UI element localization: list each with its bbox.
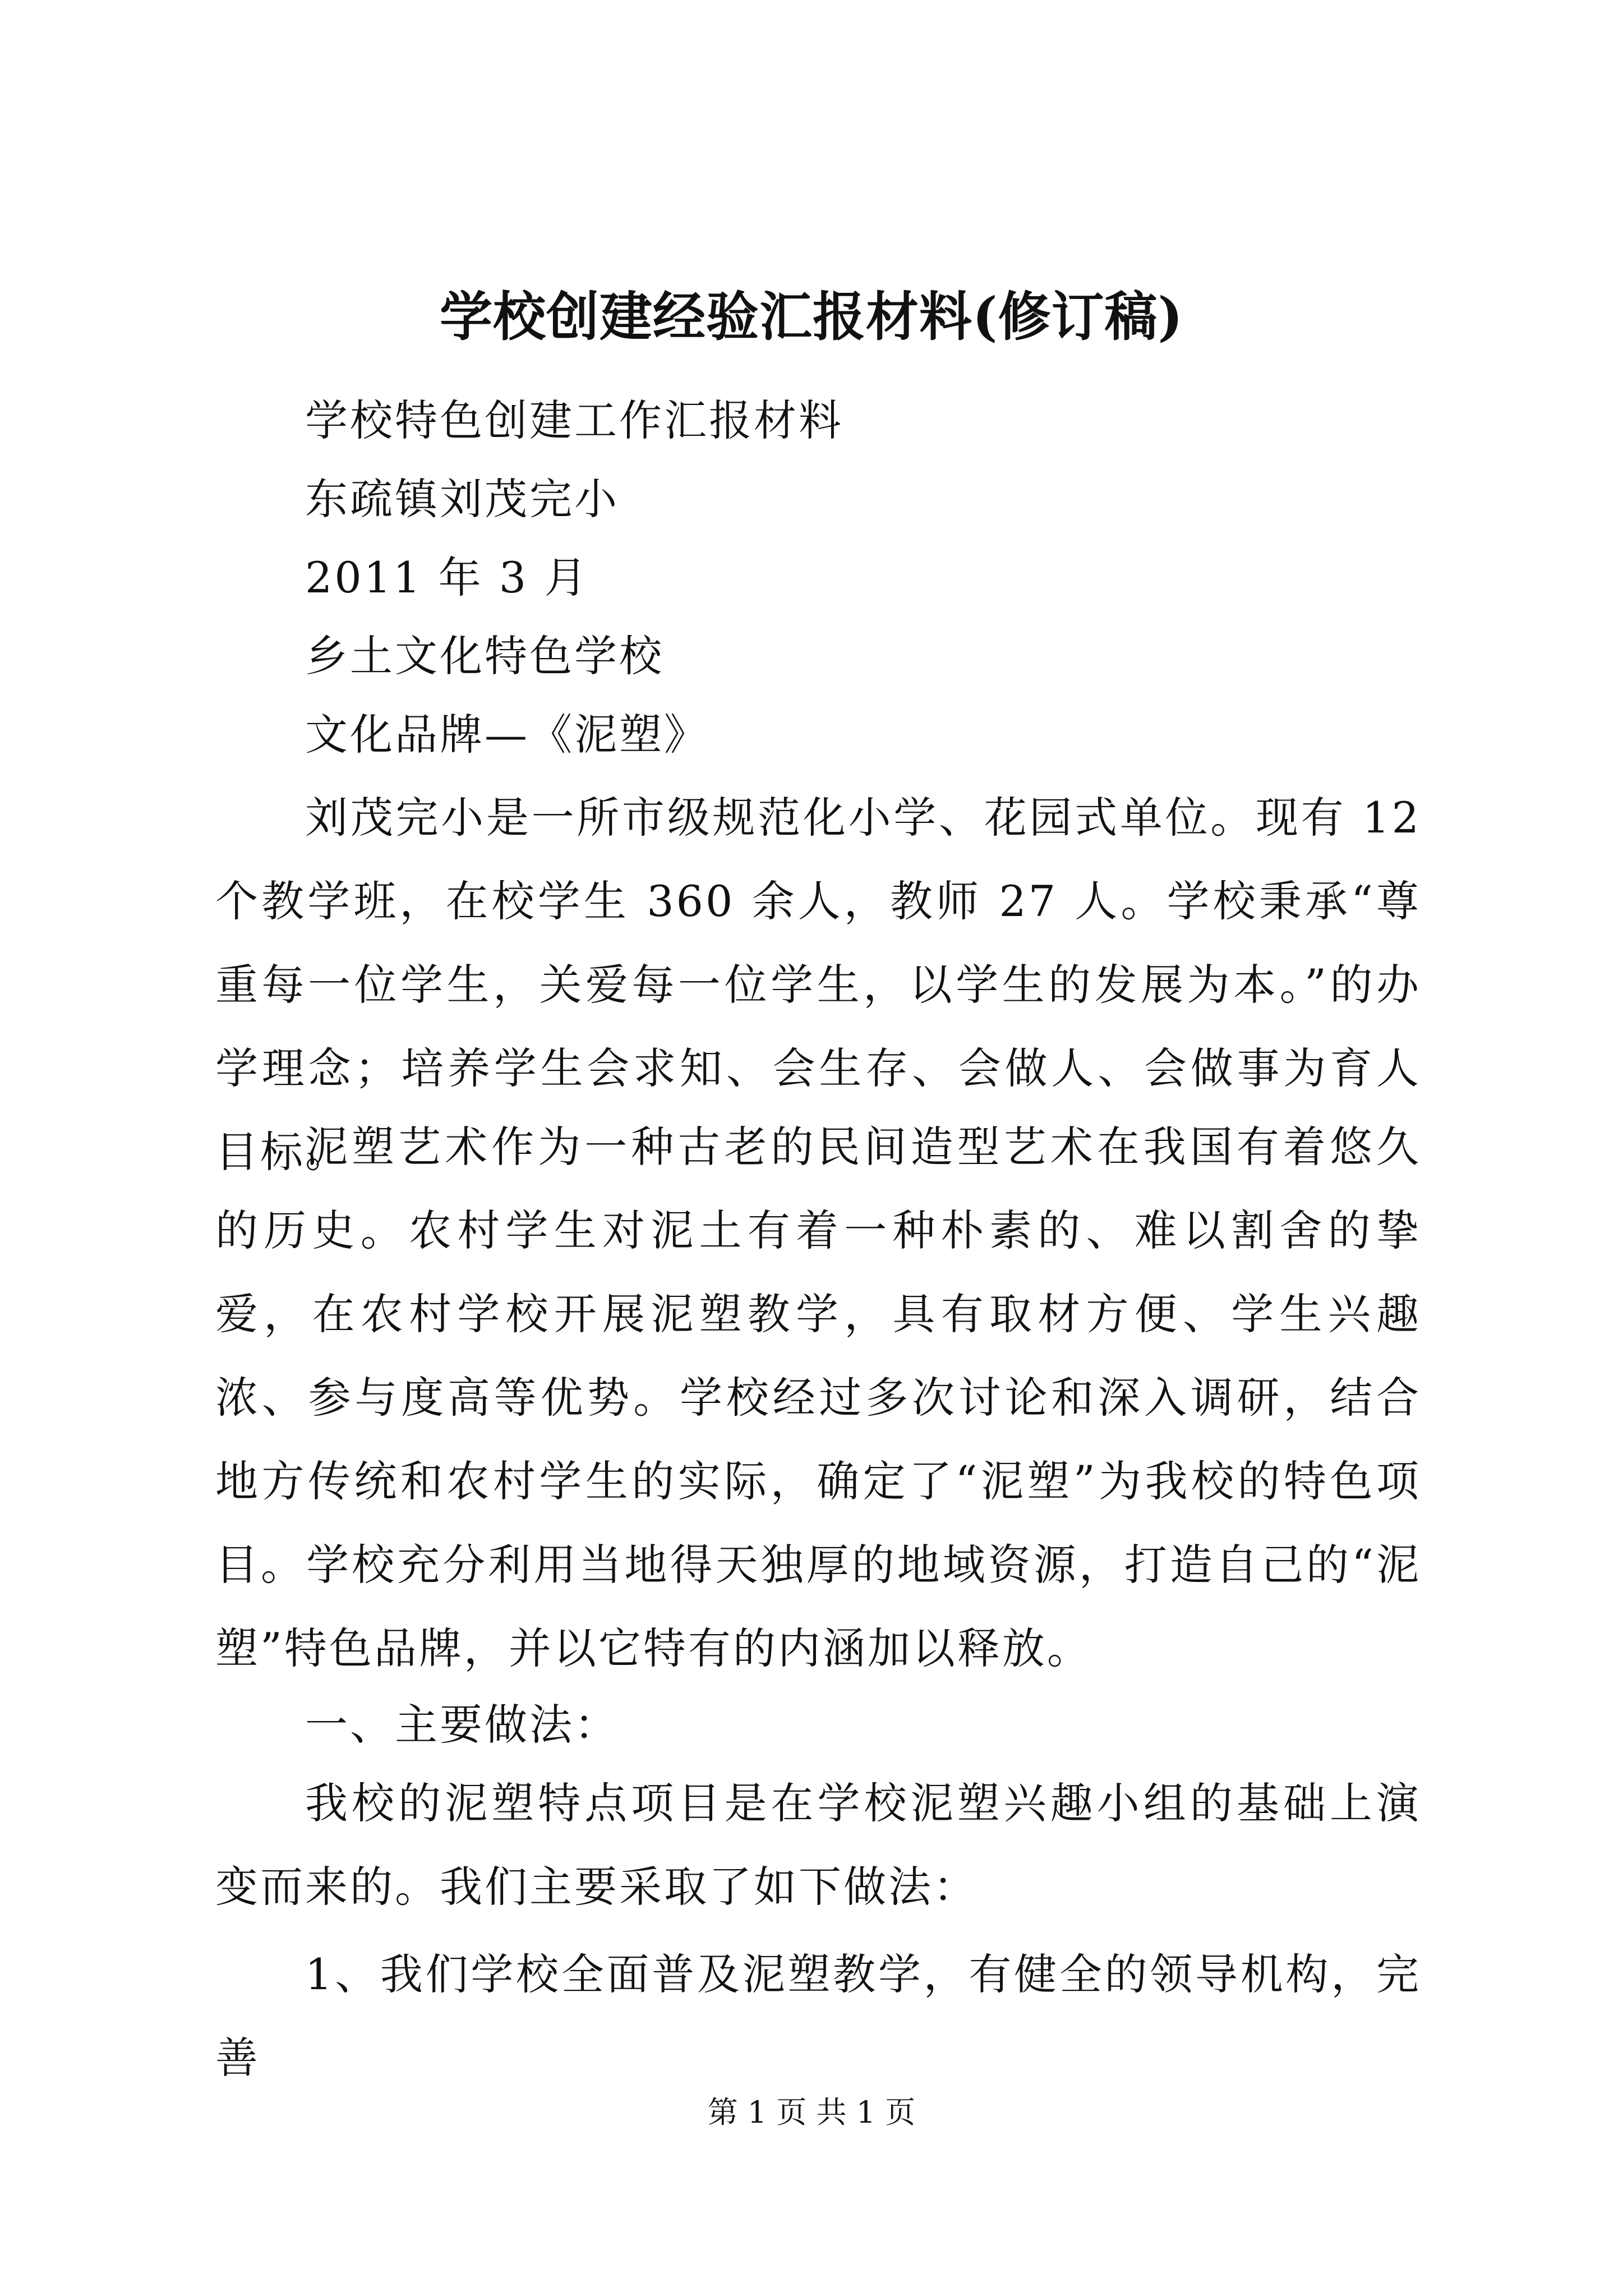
paragraph-school-intro: 刘茂完小是一所市级规范化小学、花园式单位。现有 12 个教学班，在校学生 360 余人，教师 27 人。学校秉承“尊重每一位学生，关爱每一位学生，以学生的发展为本。”的办学理念；培养学生会求知、会生存、会做人、会做事为育人目标。 [215, 793, 1421, 1177]
school-name: 东疏镇刘茂完小 [305, 474, 619, 524]
paragraph-methods-intro: 我校的泥塑特点项目是在学校泥塑兴趣小组的基础上演变而来的。我们主要采取了如下做法： [215, 1778, 1421, 1912]
paragraph-clay-art: 泥塑艺术作为一种古老的民间造型艺术在我国有着悠久的历史。农村学生对泥土有着一种朴素的、难以割舍的挚爱，在农村学校开展泥塑教学，具有取材方便、学生兴趣浓、参与度高等优势。学校经过多次讨论和深入调研，结合地方传统和农村学生的实际，确定了“泥塑”为我校的特色项目。学校充分利用当地得天独厚的地域资源，打造自己的“泥塑”特色品牌，并以它特有的内涵加以释放。 [215, 1122, 1421, 1673]
culture-brand-label: 文化品牌—《泥塑》 [305, 710, 709, 760]
document-date: 2011 年 3 月 [305, 553, 589, 602]
section-heading-main-methods: 一、主要做法： [305, 1700, 619, 1750]
document-subtitle: 学校特色创建工作汇报材料 [305, 395, 843, 445]
document-title: 学校创建经验汇报材料(修订稿) [440, 286, 1183, 348]
page-number-footer: 第 1 页 共 1 页 [707, 2095, 916, 2130]
paragraph-method-1: 1、我们学校全面普及泥塑教学，有健全的领导机构，完善 [215, 1949, 1421, 2083]
feature-school-label: 乡土文化特色学校 [305, 631, 664, 681]
